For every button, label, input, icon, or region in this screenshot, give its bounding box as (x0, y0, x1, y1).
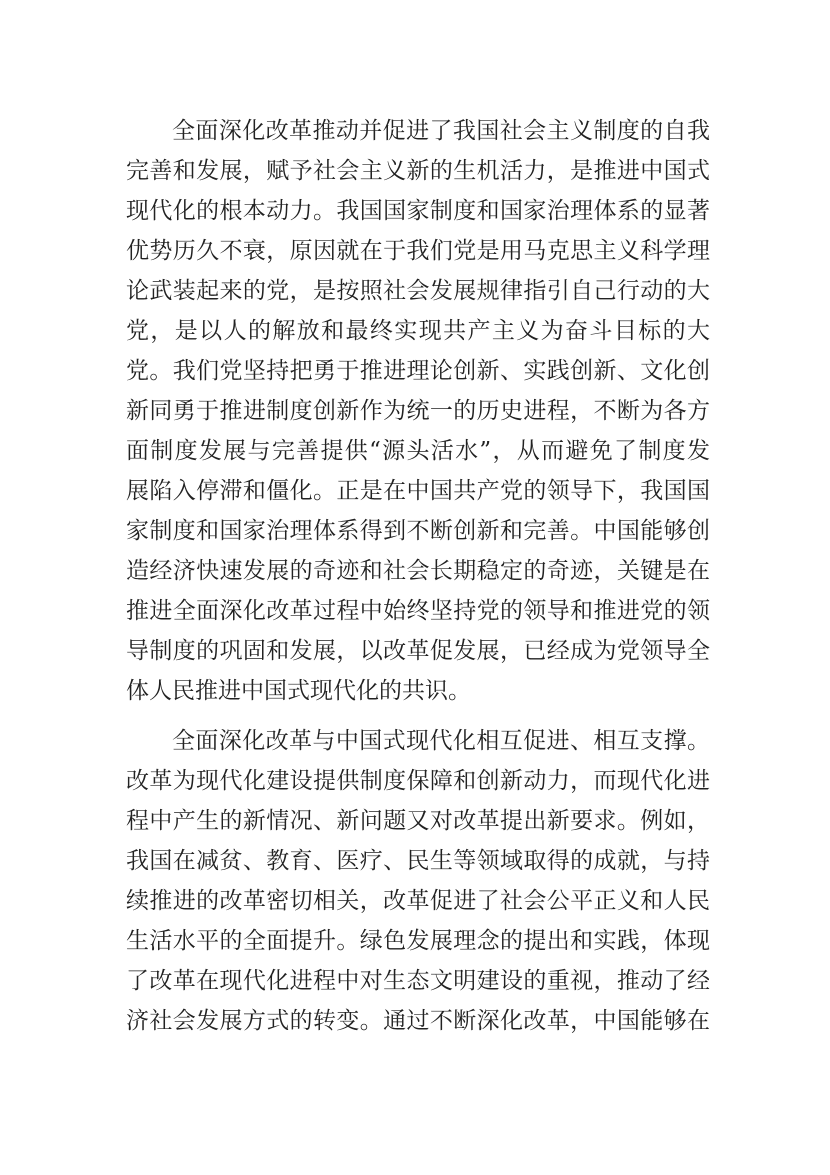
text-line: 面制度发展与完善提供“源头活水”，从而避免了制度发 (126, 438, 710, 464)
paragraph-1 (126, 111, 710, 711)
text-line: 程中产生的新情况、新问题又对改革提出新要求。例如， (126, 808, 710, 834)
text-line: 全面深化改革推动并促进了我国社会主义制度的自我 (172, 118, 710, 144)
text-line: 了改革在现代化进程中对生态文明建设的重视，推动了经 (126, 968, 710, 994)
text-line: 展陷入停滞和僵化。正是在中国共产党的领导下，我国国 (126, 478, 710, 504)
text-line: 体人民推进中国式现代化的共识。 (126, 678, 471, 704)
text-line: 论武装起来的党，是按照社会发展规律指引自己行动的大 (126, 278, 710, 304)
text-line: 党。我们党坚持把勇于推进理论创新、实践创新、文化创 (126, 358, 710, 384)
text-line: 济社会发展方式的转变。通过不断深化改革，中国能够在 (126, 1008, 710, 1034)
text-line: 党，是以人的解放和最终实现共产主义为奋斗目标的大 (126, 318, 710, 344)
text-line: 优势历久不衰，原因就在于我们党是用马克思主义科学理 (126, 238, 710, 264)
text-line: 全面深化改革与中国式现代化相互促进、相互支撑。 (172, 728, 710, 754)
document-page (126, 111, 710, 1041)
text-line: 推进全面深化改革过程中始终坚持党的领导和推进党的领 (126, 598, 710, 624)
text-line: 造经济快速发展的奇迹和社会长期稳定的奇迹，关键是在 (126, 558, 710, 584)
text-line: 续推进的改革密切相关，改革促进了社会公平正义和人民 (126, 888, 710, 914)
text-line: 家制度和国家治理体系得到不断创新和完善。中国能够创 (126, 518, 710, 544)
paragraph-2 (126, 721, 710, 1041)
text-line: 现代化的根本动力。我国国家制度和国家治理体系的显著 (126, 198, 710, 224)
text-line: 导制度的巩固和发展，以改革促发展，已经成为党领导全 (126, 638, 710, 664)
text-line: 我国在减贫、教育、医疗、民生等领域取得的成就，与持 (126, 848, 710, 874)
text-line: 完善和发展，赋予社会主义新的生机活力，是推进中国式 (126, 158, 710, 184)
text-line: 新同勇于推进制度创新作为统一的历史进程，不断为各方 (126, 398, 710, 424)
text-line: 生活水平的全面提升。绿色发展理念的提出和实践，体现 (126, 928, 710, 954)
text-line: 改革为现代化建设提供制度保障和创新动力，而现代化进 (126, 768, 710, 794)
